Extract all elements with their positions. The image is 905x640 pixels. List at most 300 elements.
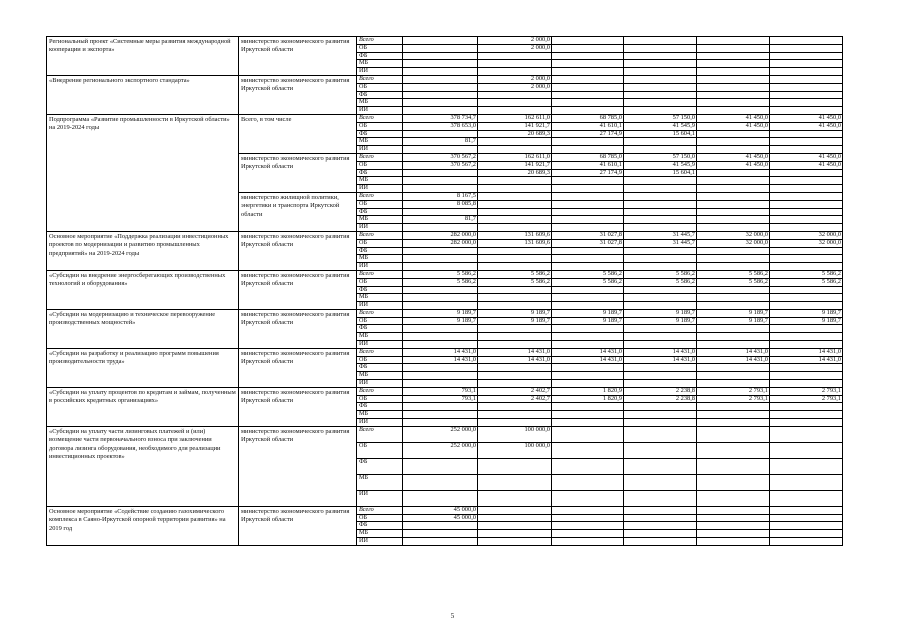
amount-cell: 9 189,7 (770, 309, 843, 317)
amount-cell: 2 238,8 (624, 395, 697, 403)
executor-cell: министерство экономического развития Иркутской области (239, 37, 357, 76)
amount-cell: 5 586,2 (552, 270, 624, 278)
amount-cell: 100 000,0 (478, 426, 552, 442)
amount-cell (552, 177, 624, 185)
measure-name-cell: «Субсидии на внедрение энергосберегающих производственных технологий и оборудования» (47, 270, 239, 309)
amount-cell (770, 177, 843, 185)
funding-source-cell: Всего (357, 426, 403, 442)
amount-cell (770, 522, 843, 530)
amount-cell (403, 419, 478, 427)
measure-name-cell: Основное мероприятие «Содействие созданию газохимического комплекса в Саяно-Иркутской опорной территории развития» на 2019 год (47, 506, 239, 545)
amount-cell (624, 83, 697, 91)
funding-source-cell: ОБ (357, 395, 403, 403)
amount-cell (478, 177, 552, 185)
amount-cell (697, 514, 770, 522)
amount-cell (478, 522, 552, 530)
amount-cell (552, 286, 624, 294)
amount-cell: 14 431,0 (552, 356, 624, 364)
amount-cell (403, 91, 478, 99)
amount-cell: 8 167,5 (403, 192, 478, 200)
executor-cell: министерство жилищной политики, энергетики и транспорта Иркутской области (239, 192, 357, 231)
amount-cell (624, 263, 697, 271)
amount-cell (697, 177, 770, 185)
funding-source-cell: ОБ (357, 161, 403, 169)
amount-cell (403, 247, 478, 255)
amount-cell (478, 514, 552, 522)
amount-cell (770, 538, 843, 546)
amount-cell (624, 426, 697, 442)
amount-cell (624, 522, 697, 530)
amount-cell: 32 000,0 (697, 231, 770, 239)
funding-source-cell: Всего (357, 75, 403, 83)
funding-source-cell: ИИ (357, 380, 403, 388)
amount-cell (624, 208, 697, 216)
amount-cell (697, 341, 770, 349)
amount-cell (478, 107, 552, 115)
amount-cell (403, 146, 478, 154)
amount-cell (478, 255, 552, 263)
amount-cell: 31 027,8 (552, 231, 624, 239)
amount-cell (478, 372, 552, 380)
amount-cell (770, 99, 843, 107)
amount-cell (403, 52, 478, 60)
amount-cell (403, 169, 478, 177)
amount-cell: 20 689,3 (478, 169, 552, 177)
amount-cell (552, 52, 624, 60)
amount-cell (552, 514, 624, 522)
amount-cell (552, 216, 624, 224)
funding-source-cell: ФБ (357, 364, 403, 372)
amount-cell: 793,1 (403, 387, 478, 395)
amount-cell (552, 490, 624, 506)
amount-cell: 162 611,0 (478, 114, 552, 122)
amount-cell: 9 189,7 (478, 309, 552, 317)
amount-cell (403, 99, 478, 107)
amount-cell (552, 458, 624, 474)
funding-source-cell: ФБ (357, 130, 403, 138)
amount-cell (770, 83, 843, 91)
amount-cell (697, 37, 770, 45)
funding-source-cell: ФБ (357, 91, 403, 99)
amount-cell (770, 380, 843, 388)
amount-cell (552, 411, 624, 419)
amount-cell: 14 431,0 (770, 348, 843, 356)
table-row (47, 348, 843, 356)
amount-cell (697, 60, 770, 68)
table-row (47, 270, 843, 278)
amount-cell (697, 52, 770, 60)
amount-cell (697, 411, 770, 419)
funding-source-cell: Всего (357, 506, 403, 514)
amount-cell (624, 192, 697, 200)
amount-cell (552, 37, 624, 45)
amount-cell: 5 586,2 (770, 270, 843, 278)
amount-cell (624, 325, 697, 333)
amount-cell: 41 450,0 (770, 161, 843, 169)
amount-cell (697, 325, 770, 333)
amount-cell (770, 247, 843, 255)
table-row (47, 231, 843, 239)
executor-cell: министерство экономического развития Иркутской области (239, 231, 357, 270)
amount-cell (624, 75, 697, 83)
amount-cell (770, 426, 843, 442)
amount-cell (624, 91, 697, 99)
amount-cell (770, 514, 843, 522)
amount-cell (624, 138, 697, 146)
amount-cell: 9 189,7 (552, 309, 624, 317)
amount-cell (770, 107, 843, 115)
measure-name-cell: Региональный проект «Системные меры развития международной кооперации и экспорта» (47, 37, 239, 76)
amount-cell: 370 567,2 (403, 161, 478, 169)
amount-cell (624, 341, 697, 349)
amount-cell (770, 442, 843, 458)
amount-cell (697, 185, 770, 193)
amount-cell (624, 419, 697, 427)
funding-source-cell: Всего (357, 387, 403, 395)
amount-cell (624, 52, 697, 60)
executor-cell: министерство экономического развития Иркутской области (239, 426, 357, 506)
amount-cell: 57 150,0 (624, 153, 697, 161)
funding-source-cell: ФБ (357, 286, 403, 294)
amount-cell (478, 538, 552, 546)
amount-cell (770, 44, 843, 52)
amount-cell (697, 169, 770, 177)
amount-cell (403, 341, 478, 349)
amount-cell (770, 403, 843, 411)
amount-cell (552, 146, 624, 154)
amount-cell (770, 530, 843, 538)
amount-cell (624, 177, 697, 185)
amount-cell (770, 458, 843, 474)
amount-cell: 41 450,0 (770, 122, 843, 130)
amount-cell (697, 99, 770, 107)
amount-cell (697, 294, 770, 302)
amount-cell (770, 263, 843, 271)
amount-cell (478, 192, 552, 200)
amount-cell: 9 189,7 (552, 317, 624, 325)
amount-cell (624, 372, 697, 380)
amount-cell (770, 60, 843, 68)
amount-cell: 5 586,2 (403, 270, 478, 278)
amount-cell (552, 263, 624, 271)
amount-cell (624, 302, 697, 310)
amount-cell (478, 333, 552, 341)
amount-cell (770, 130, 843, 138)
amount-cell (770, 75, 843, 83)
funding-source-cell: МБ (357, 216, 403, 224)
funding-source-cell: ОБ (357, 356, 403, 364)
page-number: 5 (450, 612, 455, 620)
executor-cell: министерство экономического развития Иркутской области (239, 506, 357, 545)
measure-name-cell: «Субсидии на разработку и реализацию программ повышения производительности труда» (47, 348, 239, 387)
amount-cell: 68 785,0 (552, 153, 624, 161)
amount-cell (770, 333, 843, 341)
table-row (47, 75, 843, 83)
amount-cell: 20 689,3 (478, 130, 552, 138)
executor-cell: Всего, в том числе (239, 114, 357, 153)
amount-cell (697, 474, 770, 490)
amount-cell: 2 000,0 (478, 83, 552, 91)
amount-cell (403, 372, 478, 380)
amount-cell (403, 522, 478, 530)
amount-cell: 5 586,2 (403, 278, 478, 286)
amount-cell: 14 431,0 (478, 356, 552, 364)
table-row (47, 426, 843, 442)
amount-cell (697, 192, 770, 200)
amount-cell (403, 333, 478, 341)
amount-cell (403, 325, 478, 333)
amount-cell (697, 380, 770, 388)
budget-table (46, 36, 843, 546)
amount-cell: 252 000,0 (403, 442, 478, 458)
amount-cell (478, 530, 552, 538)
funding-source-cell: ФБ (357, 403, 403, 411)
amount-cell (770, 146, 843, 154)
amount-cell: 15 604,1 (624, 130, 697, 138)
amount-cell (478, 263, 552, 271)
amount-cell (770, 37, 843, 45)
amount-cell: 81,7 (403, 138, 478, 146)
executor-cell: министерство экономического развития Иркутской области (239, 270, 357, 309)
amount-cell (624, 224, 697, 232)
funding-source-cell: ФБ (357, 169, 403, 177)
amount-cell (478, 185, 552, 193)
funding-source-cell: Всего (357, 192, 403, 200)
amount-cell: 141 921,7 (478, 122, 552, 130)
amount-cell: 14 431,0 (697, 348, 770, 356)
amount-cell (403, 490, 478, 506)
funding-source-cell: Всего (357, 37, 403, 45)
amount-cell (624, 255, 697, 263)
amount-cell (403, 255, 478, 263)
amount-cell (403, 60, 478, 68)
amount-cell (697, 286, 770, 294)
amount-cell: 1 820,9 (552, 387, 624, 395)
amount-cell: 27 174,9 (552, 130, 624, 138)
amount-cell: 41 450,0 (770, 153, 843, 161)
amount-cell: 370 567,2 (403, 153, 478, 161)
amount-cell (478, 364, 552, 372)
amount-cell: 9 189,7 (697, 317, 770, 325)
amount-cell (552, 522, 624, 530)
amount-cell: 2 402,7 (478, 395, 552, 403)
funding-source-cell: МБ (357, 177, 403, 185)
amount-cell (478, 411, 552, 419)
amount-cell (403, 208, 478, 216)
funding-source-cell: МБ (357, 255, 403, 263)
amount-cell (624, 442, 697, 458)
amount-cell (478, 224, 552, 232)
amount-cell: 14 431,0 (552, 348, 624, 356)
funding-source-cell: ФБ (357, 247, 403, 255)
amount-cell: 252 000,0 (403, 426, 478, 442)
amount-cell (697, 458, 770, 474)
amount-cell: 41 450,0 (770, 114, 843, 122)
table-row (47, 387, 843, 395)
amount-cell (403, 286, 478, 294)
funding-source-cell: ОБ (357, 122, 403, 130)
amount-cell (478, 490, 552, 506)
amount-cell (552, 224, 624, 232)
executor-cell: министерство экономического развития Иркутской области (239, 153, 357, 192)
funding-source-cell: ИИ (357, 263, 403, 271)
amount-cell (624, 200, 697, 208)
amount-cell (697, 302, 770, 310)
amount-cell (697, 403, 770, 411)
amount-cell (478, 99, 552, 107)
funding-source-cell: МБ (357, 294, 403, 302)
amount-cell (403, 411, 478, 419)
funding-source-cell: ИИ (357, 419, 403, 427)
amount-cell (478, 146, 552, 154)
amount-cell (624, 380, 697, 388)
amount-cell: 31 027,8 (552, 239, 624, 247)
amount-cell (697, 146, 770, 154)
amount-cell (552, 333, 624, 341)
amount-cell: 45 000,0 (403, 514, 478, 522)
amount-cell (624, 403, 697, 411)
amount-cell: 41 450,0 (697, 161, 770, 169)
funding-source-cell: ОБ (357, 317, 403, 325)
amount-cell (770, 294, 843, 302)
amount-cell (624, 490, 697, 506)
amount-cell (403, 380, 478, 388)
amount-cell (403, 177, 478, 185)
amount-cell (770, 506, 843, 514)
amount-cell (478, 216, 552, 224)
amount-cell: 2 238,8 (624, 387, 697, 395)
amount-cell (697, 91, 770, 99)
amount-cell: 5 586,2 (552, 278, 624, 286)
amount-cell (403, 364, 478, 372)
amount-cell (403, 530, 478, 538)
amount-cell (478, 200, 552, 208)
amount-cell: 45 000,0 (403, 506, 478, 514)
funding-source-cell: ИИ (357, 490, 403, 506)
amount-cell: 41 610,1 (552, 122, 624, 130)
amount-cell (770, 169, 843, 177)
funding-source-cell: ФБ (357, 522, 403, 530)
funding-source-cell: ФБ (357, 208, 403, 216)
amount-cell (624, 37, 697, 45)
amount-cell: 141 921,7 (478, 161, 552, 169)
amount-cell (552, 294, 624, 302)
funding-source-cell: ФБ (357, 52, 403, 60)
amount-cell (552, 60, 624, 68)
amount-cell (770, 286, 843, 294)
amount-cell (770, 372, 843, 380)
amount-cell (697, 75, 770, 83)
amount-cell (552, 255, 624, 263)
amount-cell (770, 192, 843, 200)
amount-cell (697, 247, 770, 255)
amount-cell (697, 442, 770, 458)
amount-cell (697, 522, 770, 530)
amount-cell: 14 431,0 (403, 348, 478, 356)
amount-cell: 32 000,0 (770, 239, 843, 247)
measure-name-cell: «Субсидии на уплату процентов по кредитам и займам, полученным в российских кредитных организациях» (47, 387, 239, 426)
amount-cell: 9 189,7 (697, 309, 770, 317)
amount-cell: 2 000,0 (478, 75, 552, 83)
amount-cell: 32 000,0 (697, 239, 770, 247)
amount-cell: 9 189,7 (478, 317, 552, 325)
amount-cell (624, 458, 697, 474)
measure-name-cell: «Внедрение регионального экспортного стандарта» (47, 75, 239, 114)
amount-cell (478, 247, 552, 255)
amount-cell: 9 189,7 (403, 309, 478, 317)
amount-cell (403, 130, 478, 138)
amount-cell (697, 68, 770, 76)
amount-cell (697, 263, 770, 271)
amount-cell (552, 185, 624, 193)
amount-cell: 9 189,7 (403, 317, 478, 325)
amount-cell: 9 189,7 (624, 309, 697, 317)
amount-cell (552, 403, 624, 411)
funding-source-cell: МБ (357, 333, 403, 341)
amount-cell (770, 216, 843, 224)
amount-cell (552, 530, 624, 538)
amount-cell (552, 44, 624, 52)
funding-source-cell: ФБ (357, 325, 403, 333)
executor-cell: министерство экономического развития Иркутской области (239, 348, 357, 387)
executor-cell: министерство экономического развития Иркутской области (239, 75, 357, 114)
amount-cell: 9 189,7 (624, 317, 697, 325)
amount-cell: 41 450,0 (697, 114, 770, 122)
funding-source-cell: ОБ (357, 200, 403, 208)
amount-cell (478, 506, 552, 514)
amount-cell: 8 085,8 (403, 200, 478, 208)
amount-cell: 14 431,0 (624, 356, 697, 364)
amount-cell (697, 208, 770, 216)
amount-cell (697, 538, 770, 546)
amount-cell: 100 000,0 (478, 442, 552, 458)
amount-cell: 41 450,0 (697, 153, 770, 161)
table-row (47, 37, 843, 45)
amount-cell (403, 185, 478, 193)
amount-cell (403, 263, 478, 271)
amount-cell (552, 192, 624, 200)
amount-cell (624, 247, 697, 255)
funding-source-cell: МБ (357, 474, 403, 490)
amount-cell (697, 138, 770, 146)
amount-cell (552, 99, 624, 107)
table-row (47, 309, 843, 317)
amount-cell: 162 611,0 (478, 153, 552, 161)
amount-cell (697, 419, 770, 427)
amount-cell (770, 138, 843, 146)
amount-cell (552, 380, 624, 388)
funding-source-cell: МБ (357, 530, 403, 538)
amount-cell (552, 208, 624, 216)
amount-cell (624, 364, 697, 372)
amount-cell: 282 000,0 (403, 239, 478, 247)
amount-cell (624, 216, 697, 224)
amount-cell (770, 224, 843, 232)
funding-source-cell: ОБ (357, 44, 403, 52)
amount-cell (552, 68, 624, 76)
amount-cell: 14 431,0 (770, 356, 843, 364)
executor-cell: министерство экономического развития Иркутской области (239, 387, 357, 426)
amount-cell: 68 785,0 (552, 114, 624, 122)
amount-cell: 57 150,0 (624, 114, 697, 122)
funding-source-cell: ОБ (357, 83, 403, 91)
amount-cell (624, 333, 697, 341)
amount-cell (403, 107, 478, 115)
funding-source-cell: МБ (357, 99, 403, 107)
amount-cell (478, 68, 552, 76)
funding-source-cell: Всего (357, 348, 403, 356)
funding-source-cell: Всего (357, 270, 403, 278)
